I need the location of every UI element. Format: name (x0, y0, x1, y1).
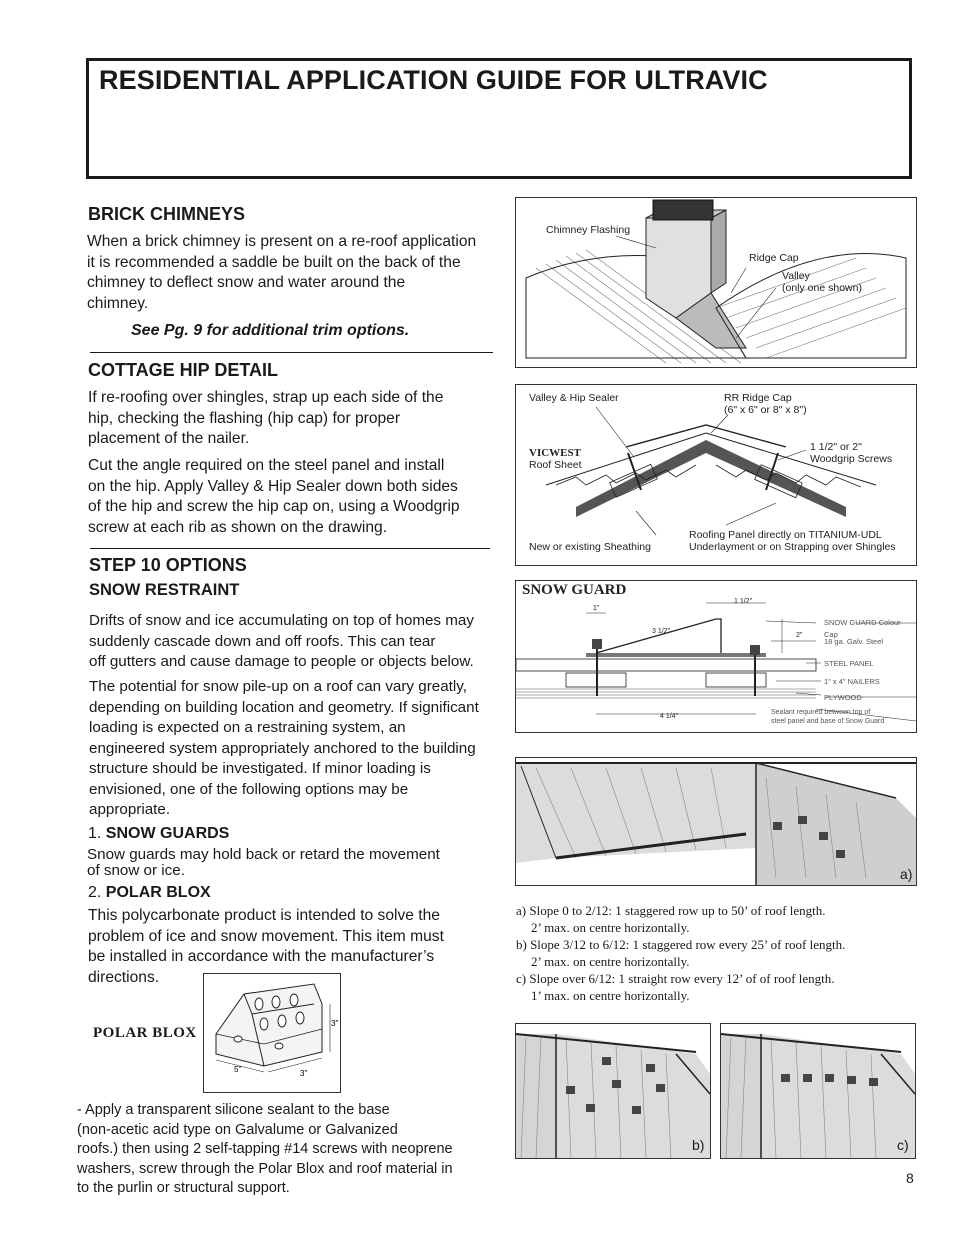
option-number: 1. (88, 825, 102, 842)
text-line: be installed in accordance with the manufacturer’s (88, 948, 435, 965)
divider (90, 548, 490, 549)
roof-drawing-a (516, 758, 916, 885)
polar-blox-figure (203, 973, 341, 1093)
text-line: to the purlin or structural support. (77, 1180, 290, 1196)
step10-para-2 (89, 677, 519, 821)
valley-note-label: (only one shown) (782, 282, 862, 294)
text-line: Cut the angle required on the steel panel and install (88, 457, 445, 474)
snow-guard-title: SNOW GUARD (522, 582, 627, 598)
roof-figure-a (515, 757, 917, 886)
dim-depth: 3" (300, 1069, 308, 1078)
text-line: Drifts of snow and ice accumulating on top of homes may (89, 612, 474, 629)
hip-para-1 (88, 388, 508, 450)
option-title: SNOW GUARDS (105, 825, 230, 842)
ridge-cap-size-label: (6" x 6" or 8" x 8") (724, 404, 807, 416)
polar-blox-drawing (204, 974, 340, 1092)
screws-type-label: Woodgrip Screws (810, 453, 893, 465)
chimney-flashing-label: Chimney Flashing (546, 224, 631, 236)
panel-label-2: Underlayment or on Strapping over Shingles (689, 541, 896, 553)
page-number: 8 (906, 1170, 914, 1186)
figure-label-a: a) (900, 866, 913, 882)
text-line: loading is expected on a restraining system, an (89, 719, 406, 736)
sealant-required-label-2: steel panel and base of Snow Guard (771, 718, 885, 725)
nailers-label: 1" x 4" NAILERS (824, 677, 880, 686)
steel-panel-label: STEEL PANEL (824, 659, 874, 668)
text-line: washers, screw through the Polar Blox and roof material in (77, 1160, 453, 1177)
hip-heading: COTTAGE HIP DETAIL (88, 360, 279, 380)
text-line: directions. (88, 968, 160, 986)
sealer-label: Valley & Hip Sealer (529, 392, 619, 404)
vicwest-label: VICWEST (529, 447, 581, 459)
option-number: 2. (88, 884, 102, 901)
text-line: screw at each rib as shown on the drawing. (88, 518, 388, 536)
roof-sheet-label: Roof Sheet (529, 459, 582, 471)
roof-figure-c (720, 1023, 916, 1159)
roof-drawing-c (721, 1024, 915, 1158)
text-line: structure should be investigated. If minor loading is (89, 760, 431, 777)
sealant-required-label: Sealant required between top of (771, 709, 871, 716)
title-box (86, 58, 912, 179)
snow-guard-figure (515, 580, 917, 733)
sheathing-label: New or existing Sheathing (529, 541, 651, 553)
text-line: of snow or ice. (87, 862, 185, 879)
screws-label: 1 1/2" or 2" (810, 441, 862, 453)
text-line: chimney to deflect snow and water around the (87, 274, 406, 291)
dim-label: 3 1/2" (652, 628, 671, 635)
caption-line: c) Slope over 6/12: 1 straight row every 12’ of of roof length. (516, 971, 835, 986)
text-line: off gutters and cause damage to people or objects below. (89, 653, 474, 670)
text-line: it is recommended a saddle be built on the back of the (87, 253, 461, 271)
figure-label-c: c) (897, 1137, 909, 1153)
text-line: When a brick chimney is present on a re-roof application (87, 233, 477, 250)
text-line: Snow guards may hold back or retard the movement (87, 846, 440, 863)
slope-captions (516, 902, 845, 1004)
caption-line: 2’ max. on centre horizontally. (531, 954, 690, 969)
option-polar-blox (88, 884, 211, 902)
caption-line: 2’ max. on centre horizontally. (531, 920, 690, 935)
roof-drawing-b (516, 1024, 710, 1158)
text-line: depending on building location and geometry. If significant (89, 698, 479, 716)
steel-gauge-label: 18 ga. Galv. Steel (824, 637, 884, 646)
dim-label: 1" (593, 605, 600, 612)
snow-restraint-heading: SNOW RESTRAINT (89, 581, 240, 599)
dim-label: 4 1/4" (660, 713, 679, 720)
plywood-label: PLYWOOD (824, 693, 862, 702)
step10-para-1 (89, 611, 519, 673)
rr-ridge-cap-label: RR Ridge Cap (724, 392, 792, 404)
caption-line: a) Slope 0 to 2/12: 1 staggered row up to 50’ of roof length. (516, 903, 826, 918)
text-line: on the hip. Apply Valley & Hip Sealer down both sides (88, 477, 458, 495)
polar-blox-label: POLAR BLOX (93, 1025, 197, 1041)
text-line: envisioned, one of the following options may be (89, 780, 409, 798)
page-title: RESIDENTIAL APPLICATION GUIDE FOR ULTRAVIC (99, 65, 768, 95)
text-line: This polycarbonate product is intended to solve the (88, 907, 440, 924)
text-line: appropriate. (89, 801, 171, 818)
figure-label-b: b) (692, 1137, 705, 1153)
text-line: - Apply a transparent silicone sealant to the base (77, 1102, 390, 1118)
see-page-note: See Pg. 9 for additional trim options. (131, 322, 410, 339)
text-line: problem of ice and snow movement. This item must (88, 927, 444, 945)
option-1-text (87, 847, 440, 879)
caption-line: b) Slope 3/12 to 6/12: 1 staggered row every 25’ of roof length. (516, 937, 846, 952)
text-line: suddenly cascade down and off roofs. This can tear (89, 632, 436, 650)
option-snow-guards (88, 825, 229, 843)
text-line: engineered system appropriately anchored to the building (89, 739, 476, 757)
text-line: hip, checking the flashing (hip cap) for proper (88, 409, 401, 427)
text-line: roofs.) then using 2 self-tapping #14 screws with neoprene (77, 1141, 453, 1157)
dim-label: 1 1/2" (734, 598, 753, 605)
hip-para-2 (88, 456, 508, 538)
text-line: chimney. (87, 294, 149, 312)
dim-label: 2" (796, 632, 803, 639)
sealant-note (77, 1101, 453, 1199)
brick-heading: BRICK CHIMNEYS (88, 204, 246, 224)
panel-label: Roofing Panel directly on TITANIUM-UDL (689, 529, 882, 541)
roof-figure-b (515, 1023, 711, 1159)
brick-text (87, 232, 527, 314)
option-title: POLAR BLOX (105, 884, 211, 901)
valley-label: Valley (782, 270, 810, 282)
chimney-figure (515, 197, 917, 368)
text-line: of the hip and screw the hip cap on, using a Woodgrip (88, 498, 460, 515)
ridge-cap-label: Ridge Cap (749, 252, 799, 264)
snow-guard-cap-label: SNOW GUARD Colour Cap (824, 618, 901, 639)
text-line: (non-acetic acid type on Galvalume or Galvanized (77, 1121, 398, 1138)
text-line: If re-roofing over shingles, strap up each side of the (88, 389, 444, 406)
caption-line: 1’ max. on centre horizontally. (531, 988, 690, 1003)
hip-figure (515, 384, 917, 566)
dim-width: 5" (234, 1065, 242, 1074)
divider (90, 352, 493, 353)
text-line: placement of the nailer. (88, 430, 250, 447)
text-line: The potential for snow pile-up on a roof can vary greatly, (89, 678, 467, 695)
step10-heading: STEP 10 OPTIONS (89, 555, 247, 575)
dim-height: 3" (331, 1019, 339, 1028)
